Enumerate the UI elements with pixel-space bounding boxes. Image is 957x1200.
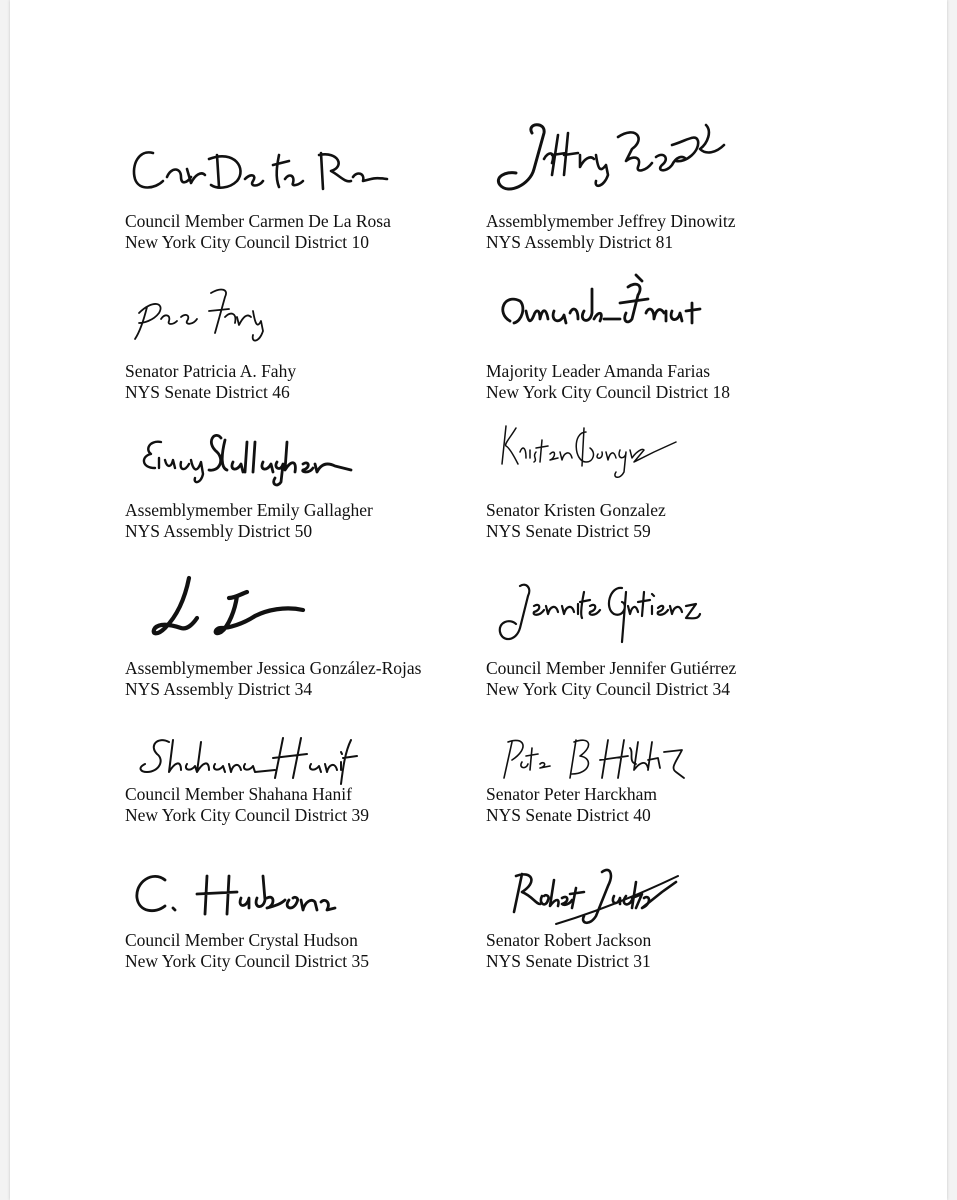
signature-block-jackson [486,842,826,971]
signatory-district: NYS Assembly District 50 [125,521,313,541]
signatory-district: NYS Senate District 31 [486,951,651,971]
signature-block-gonzalez [486,402,826,541]
handwritten-signature [125,402,465,492]
signatory-name: Council Member Shahana Hanif [125,784,352,804]
signatory-district: NYS Assembly District 34 [125,679,313,699]
signatory-district: New York City Council District 39 [125,805,370,825]
handwritten-signature [486,702,826,792]
signatory-district: New York City Council District 35 [125,951,370,971]
handwritten-signature [125,115,465,205]
handwritten-signature [486,842,826,932]
signature-block-gutierrez [486,562,826,699]
signatory-name: Senator Robert Jackson [486,930,652,950]
signatory-district: New York City Council District 18 [486,382,731,402]
signatory-district: NYS Assembly District 81 [486,232,674,252]
signatory-district: New York City Council District 34 [486,679,731,699]
signatory-district: New York City Council District 10 [125,232,370,252]
signatory-name: Council Member Jennifer Gutiérrez [486,658,737,678]
signatory-name: Council Member Carmen De La Rosa [125,211,391,231]
signatory-name: Assemblymember Jessica González-Rojas [125,658,422,678]
signature-block-gonzalez-rojas [125,562,465,699]
signatory-district: NYS Senate District 59 [486,521,651,541]
document-page [10,0,947,1200]
handwritten-signature [125,842,465,932]
signature-block-de-la-rosa [125,115,465,252]
signatory-name: Assemblymember Jeffrey Dinowitz [486,211,736,231]
handwritten-signature [486,115,826,205]
handwritten-signature [125,263,465,353]
signature-block-gallagher [125,402,465,541]
signature-block-hanif [125,702,465,825]
handwritten-signature [125,702,465,792]
signatory-district: NYS Senate District 46 [125,382,290,402]
handwritten-signature [125,562,465,652]
signatory-name: Senator Patricia A. Fahy [125,361,297,381]
signature-block-fahy [125,263,465,402]
handwritten-signature [486,562,826,652]
signatory-name: Assemblymember Emily Gallagher [125,500,373,520]
handwritten-signature [486,263,826,353]
signatory-district: NYS Senate District 40 [486,805,651,825]
signature-block-hudson [125,842,465,971]
signatory-name: Majority Leader Amanda Farias [486,361,711,381]
signatory-name: Council Member Crystal Hudson [125,930,358,950]
handwritten-signature [486,402,826,492]
signatory-name: Senator Kristen Gonzalez [486,500,666,520]
signature-block-dinowitz [486,115,826,252]
signatory-name: Senator Peter Harckham [486,784,658,804]
signature-block-harckham [486,702,826,825]
signature-block-farias [486,263,826,402]
